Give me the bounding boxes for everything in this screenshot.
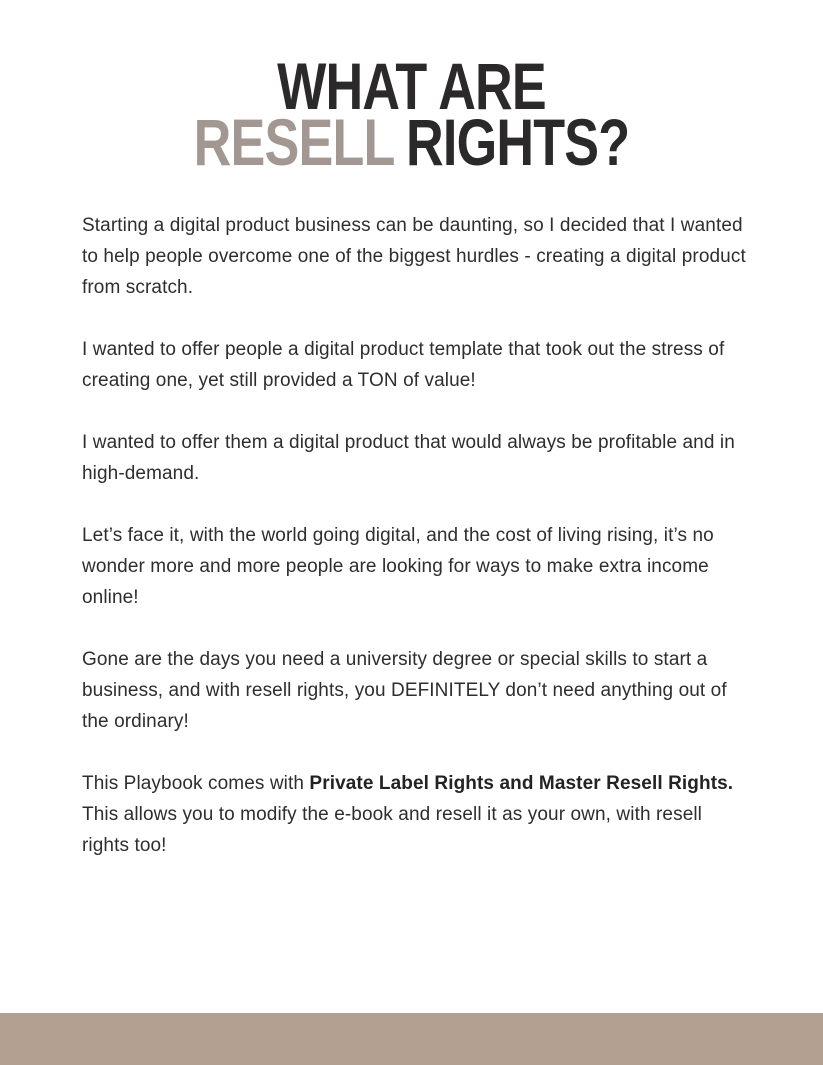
paragraph-rights-prefix: This Playbook comes with	[82, 773, 310, 794]
footer-bar	[0, 1013, 823, 1065]
paragraph-intro: Starting a digital product business can be daunting, so I decided that I wanted to help people overcome one of the biggest hurdles - creating a digital product from scratch.	[82, 215, 746, 298]
page-title-line1-text: WHAT ARE	[277, 49, 546, 123]
page-title	[86, 49, 736, 179]
page-title-line2	[86, 105, 736, 179]
paragraph-no-degree: Gone are the days you need a university degree or special skills to start a business, and with resell rights, you DEFINITELY don’t need anything out of the ordinary!	[82, 649, 727, 732]
paragraph-rights	[82, 768, 754, 861]
paragraph-profitable: I wanted to offer them a digital product that would always be profitable and in high-demand.	[82, 432, 735, 484]
page-title-line2-rest: RIGHTS?	[406, 105, 630, 179]
body-text	[82, 210, 754, 861]
paragraph-template-offer: I wanted to offer people a digital product template that took out the stress of creating one, yet still provided a TON of value!	[82, 339, 725, 391]
page-title-accent-word: RESELL	[193, 105, 395, 179]
paragraph-world-digital: Let’s face it, with the world going digital, and the cost of living rising, it’s no wonder more and more people are looking for ways to make extra income online!	[82, 525, 714, 608]
paragraph-rights-bold: Private Label Rights and Master Resell Rights.	[309, 773, 734, 794]
paragraph-rights-suffix: This allows you to modify the e-book and resell it as your own, with resell rights too!	[82, 804, 702, 856]
